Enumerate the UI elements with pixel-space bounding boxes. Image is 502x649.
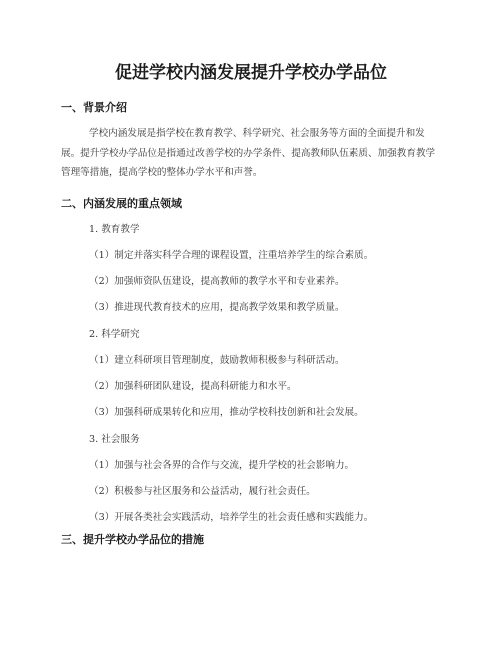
section-heading-background: 一、背景介绍	[61, 101, 127, 114]
area-label-teaching: 1. 教育教学	[89, 224, 140, 235]
list-item: （1）加强与社会各界的合作与交流，提升学校的社会影响力。	[89, 460, 355, 471]
background-paragraph: 学校内涵发展是指学校在教育教学、科学研究、社会服务等方面的全面提升和发展。提升学校办学品位是指通过改善学校的办学条件、提高教师队伍素质、加强教育教学管理等措施，提高学校的整体办学水平和声誉。	[61, 128, 436, 178]
document-title: 促进学校内涵发展提升学校办学品位	[115, 63, 387, 83]
section-heading-key-areas: 二、内涵发展的重点领域	[61, 197, 182, 210]
list-item: （3）推进现代教育技术的应用，提高教学效果和教学质量。	[89, 302, 345, 313]
area-label-research: 2. 科学研究	[89, 329, 140, 340]
area-label-social-service: 3. 社会服务	[89, 434, 140, 445]
list-item: （1）建立科研项目管理制度，鼓励教师积极参与科研活动。	[89, 355, 345, 366]
list-item: （2）积极参与社区服务和公益活动，履行社会责任。	[89, 486, 316, 497]
section-heading-measures: 三、提升学校办学品位的措施	[61, 533, 204, 546]
list-item: （3）加强科研成果转化和应用，推动学校科技创新和社会发展。	[89, 407, 364, 418]
list-item: （2）加强师资队伍建设，提高教师的教学水平和专业素养。	[89, 276, 345, 287]
list-item: （3）开展各类社会实践活动，培养学生的社会责任感和实践能力。	[89, 512, 374, 523]
list-item: （1）制定并落实科学合理的课程设置，注重培养学生的综合素质。	[89, 250, 374, 261]
list-item: （2）加强科研团队建设，提高科研能力和水平。	[89, 381, 297, 392]
